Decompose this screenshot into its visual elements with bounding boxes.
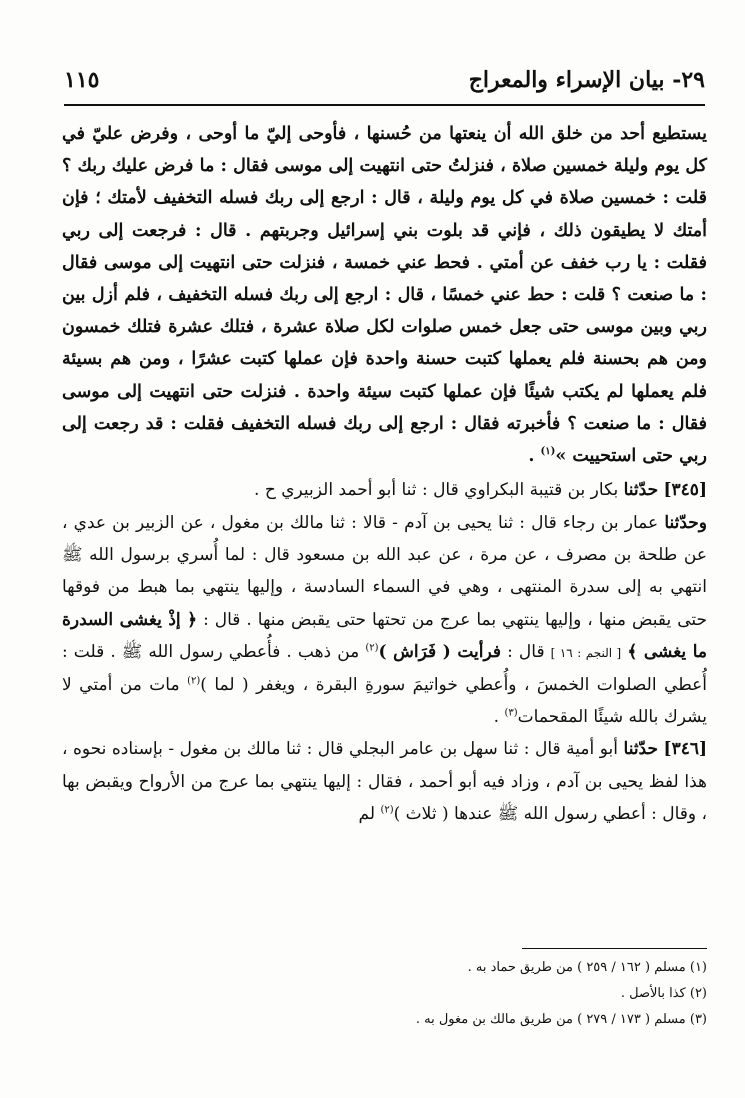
- hadith-lead: وحدّثنا: [664, 512, 707, 533]
- paragraph-end: .: [493, 707, 505, 728]
- hadith-text: مات من أمتي لا يشرك بالله شيئًا المقحمات: [62, 674, 707, 728]
- footnote-ref: (١): [540, 446, 556, 458]
- hadith-text: قال :: [507, 642, 545, 663]
- hadith-346-text: [62, 733, 707, 830]
- hadith-lead: حدّثنا: [623, 480, 659, 501]
- footnote-ref: (٢): [380, 804, 394, 816]
- footnote-ref: (٢): [187, 675, 201, 687]
- hadith-text: عمار بن رجاء قال : ثنا يحيى بن آدم - قالا : ثنا مالك بن مغول ، عن الزبير بن عدي ، عن طلحة بن مصرف ، عن مرة ، عن عبد الله بن مسعود قال : لما أُسري برسول الله ﷺ انتهي به إلى سدرة المنتهى ، وهي في السماء السادسة ، وإليها ينتهي بما هبط من فوقها حتى يقبض منها ، وإليها ينتهي بما عرج من تحتها حتى يقبض منها . قال :: [62, 512, 708, 630]
- footnote-ref: (٣): [504, 707, 518, 719]
- hadith-number: [٣٤٥]: [663, 480, 707, 501]
- footnote-3: (٣) مسلم ( ١٧٣ / ٢٧٩ ) من طريق مالك بن مغول به .: [415, 1012, 707, 1027]
- footnotes: [62, 955, 707, 1033]
- page-number: ١١٥: [64, 67, 100, 93]
- header-rule: [64, 104, 705, 106]
- hadith-chain-text: بكار بن قتيبة البكراوي قال : ثنا أبو أحمد الزبيري ح .: [254, 480, 619, 501]
- body-text: [62, 118, 707, 831]
- paragraph-text: يستطيع أحد من خلق الله أن ينعتها من حُسنها ، فأوحى إليّ ما أوحى ، وفرض عليّ في كل يوم وليلة خمسين صلاة ، فنزلتُ حتى انتهيت إلى موسى فقال : ما فرض عليك ربك ؟ قلت : خمسين صلاة في كل يوم وليلة ، قال : ارجع إلى ربك فسله التخفيف لأمتك ؛ فإن أمتك لا يطيقون ذلك ، فإني قد بلوت بني إسرائيل وجربتهم . قال : فرجعت إلى ربي فقلت : يا رب خفف عن أمتي . فحط عني خمسة ، فنزلت حتى انتهيت إلى موسى فقال : ما صنعت ؟ قلت : حط عني خمسًا ، قال : ارجع إلى ربك فسله التخفيف ، فلم أزل بين ربي وبين موسى حتى جعل خمس صلوات لكل صلاة عشرة ، فتلك عشرة فتلك خمسون ومن هم بحسنة فلم يعملها كتبت حسنة واحدة فإن عملها كتبت عشرًا ، ومن هم بسيئة فلم يعملها لم يكتب شيئًا فإن عملها كتبت سيئة واحدة . فنزلت حتى انتهيت إلى موسى فقال : ما صنعت ؟ فأخبرته فقال : ارجع إلى ربك فسله التخفيف فقلت : قد رجعت إلى ربي حتى استحييت »: [62, 124, 707, 467]
- hadith-continuation-paragraph: [62, 118, 707, 472]
- hadith-highlight: فرأيت ( فَرَاش ): [378, 642, 502, 663]
- page-header: [64, 60, 705, 100]
- hadith-lead: حدّثنا: [623, 739, 658, 760]
- hadith-text: أبو أمية قال : ثنا سهل بن عامر البجلي قال : ثنا مالك بن مغول - بإسناده نحوه ، هذا لفظ يحيى بن آدم ، وزاد فيه أبو أحمد ، فقال : إليها ينتهي بما عرج من الأرواح ويقبض بها ، وقال : أعطي رسول الله ﷺ عندها ( ثلاث ): [62, 739, 707, 825]
- paragraph-end: .: [528, 446, 541, 467]
- hadith-text: لم: [358, 804, 381, 825]
- footnote-ref: (٢): [365, 642, 379, 654]
- footnote-1: (١) مسلم ( ١٦٢ / ٢٥٩ ) من طريق حماد به .: [467, 960, 707, 975]
- footnote-2: (٢) كذا بالأصل .: [620, 986, 707, 1001]
- quran-reference: [ النجم : ١٦ ]: [550, 646, 622, 661]
- quran-verse: ﴿ إذْ يغشى السدرة ما يغشى ﴾: [62, 609, 708, 663]
- hadith-345-chain: [62, 474, 707, 506]
- hadith-345-text: [62, 507, 707, 734]
- chapter-title: ٢٩- بيان الإسراء والمعراج: [468, 67, 705, 93]
- footnote-rule: [522, 948, 707, 949]
- hadith-number: [٣٤٦]: [663, 739, 708, 760]
- hadith-text: من ذهب . فأُعطي رسول الله ﷺ . قلت : أُعطي الصلوات الخمسَ ، وأُعطي خواتيمَ سورةِ البقرة ، ويغفر ( لما ): [62, 642, 708, 695]
